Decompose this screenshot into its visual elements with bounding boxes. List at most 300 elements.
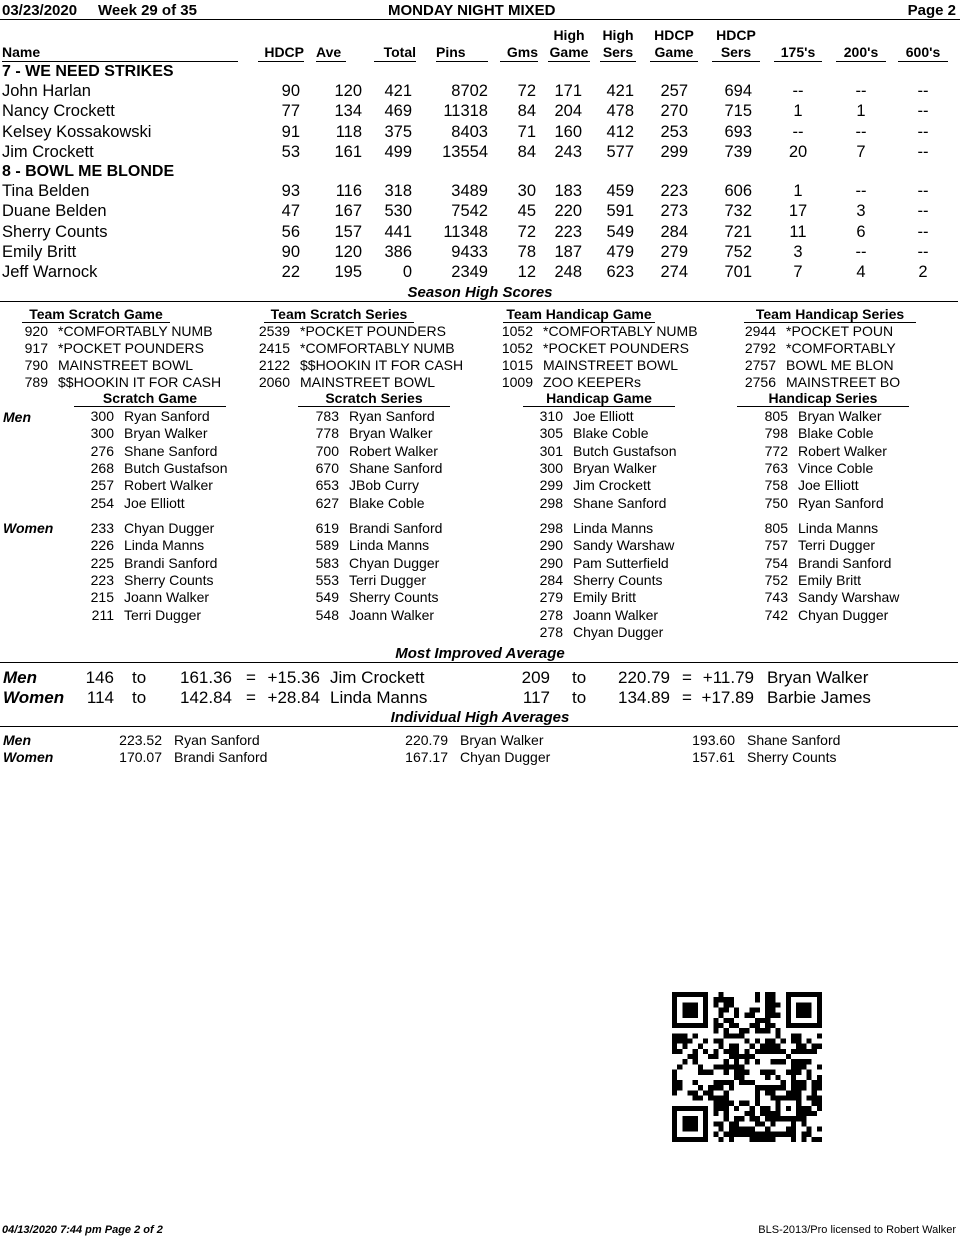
bowler-name: Shane Sanford (349, 459, 443, 476)
men-high-row (306, 408, 526, 425)
score: 284 (539, 571, 563, 588)
team-high-row (258, 357, 480, 374)
player-total: 386 (384, 242, 412, 261)
score: 789 (24, 374, 48, 390)
bowler-name: Sherry Counts (349, 589, 439, 606)
footer-timestamp: 04/13/2020 7:44 pm Page 2 of 2 (2, 1224, 163, 1236)
player-ave: 116 (335, 182, 362, 200)
men-high-row (306, 460, 526, 477)
player-hdcp-game: 257 (660, 82, 688, 100)
women-high-row (531, 589, 751, 606)
player-hdcp-game: 299 (660, 142, 688, 161)
footer-license: BLS-2013/Pro licensed to Robert Walker (758, 1224, 956, 1236)
player-200s: 7 (856, 142, 866, 161)
score: 268 (90, 459, 114, 476)
player-hdcp-sers: 606 (724, 182, 752, 200)
bowler-name: Joe Elliott (124, 494, 185, 511)
to-average: 220.79 (618, 668, 670, 687)
women-label: Women (3, 520, 54, 536)
player-pins: 9433 (451, 242, 488, 261)
score: 778 (315, 425, 339, 442)
player-high-sers: 623 (606, 263, 634, 282)
improvement-value: +28.84 (267, 688, 320, 707)
bowler-name: Chyan Dugger (460, 749, 551, 765)
player-high-game: 187 (554, 242, 582, 261)
page-label: Page 2 (907, 2, 956, 19)
women-high-row (82, 589, 302, 606)
bowler-name: Shane Sanford (573, 494, 667, 511)
player-row (0, 82, 960, 102)
player-200s: -- (855, 242, 867, 261)
score: 279 (539, 589, 563, 606)
player-175s: 7 (793, 263, 803, 282)
indiv-high-title: Scratch Series (298, 390, 450, 407)
team-name: *POCKET POUNDERS (58, 340, 204, 356)
bowler-name: Linda Manns (124, 537, 205, 554)
team-high-title: Team Handicap Game (503, 306, 655, 323)
player-200s: 4 (856, 263, 866, 282)
bowler-name: Joe Elliott (573, 408, 634, 424)
player-175s: 20 (788, 142, 808, 161)
player-600s: 2 (918, 263, 928, 282)
player-pins: 8403 (451, 122, 488, 141)
col-pins: Pins (436, 44, 488, 62)
score: 2415 (258, 340, 290, 356)
col-200s: 200's (836, 44, 886, 62)
player-hdcp: 56 (281, 222, 300, 241)
player-total: 318 (384, 182, 412, 200)
bowler-name: Robert Walker (124, 477, 213, 494)
player-600s: -- (917, 182, 929, 200)
player-hdcp: 93 (281, 182, 300, 200)
player-total: 441 (384, 222, 412, 241)
player-high-game: 183 (554, 182, 582, 200)
women-high-row (756, 589, 960, 606)
score: 276 (90, 442, 114, 459)
average-value: 220.79 (405, 732, 448, 748)
player-total: 469 (384, 102, 412, 121)
player-gms: 72 (517, 82, 536, 100)
player-ave: 157 (334, 222, 362, 241)
improved-bowler: Bryan Walker (767, 668, 869, 687)
women-high-row (306, 520, 526, 537)
team-high-row (497, 374, 723, 391)
to-average: 134.89 (618, 688, 670, 707)
team-name: *COMFORTABLY NUMB (58, 323, 213, 339)
team-high-row (18, 357, 238, 374)
player-200s: -- (855, 182, 867, 200)
women-high-row (756, 555, 960, 572)
improved-bowler: Jim Crockett (330, 668, 425, 687)
team-name: 8 - BOWL ME BLONDE (2, 163, 175, 180)
score: 805 (764, 520, 788, 536)
player-175s: 3 (793, 242, 803, 261)
col-hdcp: HDCP (258, 44, 304, 62)
bowler-name: Sandy Warshaw (573, 537, 675, 554)
player-row (0, 263, 960, 283)
bowler-name: Butch Gustafson (124, 459, 228, 476)
player-row (0, 223, 960, 243)
women-high-row (531, 572, 751, 589)
week-label: Week 29 of 35 (98, 2, 197, 19)
player-hdcp-game: 284 (660, 222, 688, 241)
player-200s: -- (855, 82, 867, 100)
bowler-name: Chyan Dugger (573, 623, 664, 640)
average-value: 170.07 (119, 749, 162, 765)
player-gms: 71 (517, 122, 536, 141)
bowler-name: Sherry Counts (747, 749, 837, 765)
bowler-name: Sandy Warshaw (798, 589, 900, 606)
average-value: 167.17 (405, 749, 448, 765)
score: 2539 (258, 323, 290, 339)
team-high-row (497, 340, 723, 357)
bowler-name: Ryan Sanford (798, 494, 884, 511)
player-600s: -- (917, 202, 929, 221)
score: 298 (539, 494, 563, 511)
player-hdcp-sers: 752 (724, 242, 752, 261)
score: 305 (539, 425, 563, 442)
player-hdcp: 22 (281, 263, 300, 282)
player-high-sers: 591 (606, 202, 634, 221)
bowler-name: Shane Sanford (747, 732, 841, 748)
player-ave: 161 (334, 142, 362, 161)
score: 549 (315, 589, 339, 606)
bowler-name: Chyan Dugger (124, 520, 215, 536)
team-name: $$HOOKIN IT FOR CASH (58, 374, 222, 390)
score: 300 (539, 459, 563, 476)
men-high-row (756, 495, 960, 512)
average-gender-label: Women (3, 749, 54, 765)
score: 627 (315, 494, 339, 511)
player-high-game: 171 (554, 82, 582, 100)
player-ave: 167 (334, 202, 362, 221)
team-name: BOWL ME BLON (786, 357, 894, 373)
player-row (0, 102, 960, 122)
player-high-sers: 421 (606, 82, 634, 100)
player-hdcp: 47 (281, 202, 300, 221)
player-200s: 3 (856, 202, 866, 221)
average-gender-label: Men (3, 732, 31, 748)
women-high-row (82, 555, 302, 572)
team-high-row (738, 323, 960, 340)
bowler-name: Joann Walker (349, 606, 435, 623)
score: 211 (91, 606, 114, 623)
league-title: MONDAY NIGHT MIXED (388, 2, 556, 19)
player-gms: 12 (517, 263, 536, 282)
team-name: $$HOOKIN IT FOR CASH (300, 357, 464, 373)
team-name: ZOO KEEPERs (543, 374, 642, 390)
team-high-row (18, 374, 238, 391)
men-high-row (756, 460, 960, 477)
men-high-row (82, 460, 302, 477)
bowler-name: Chyan Dugger (349, 554, 440, 571)
score: 798 (764, 425, 788, 442)
player-hdcp-sers: 715 (724, 102, 752, 121)
player-pins: 3489 (451, 182, 488, 200)
player-name: Tina Belden (2, 182, 90, 200)
score: 805 (764, 408, 788, 424)
bowler-name: Butch Gustafson (573, 442, 677, 459)
player-total: 0 (402, 263, 412, 282)
average-value: 223.52 (119, 732, 162, 748)
team-name: *COMFORTABLY NUMB (543, 323, 698, 339)
player-pins: 11318 (443, 102, 488, 121)
bowler-name: Shane Sanford (124, 442, 218, 459)
bowler-name: Terri Dugger (349, 571, 427, 588)
team-high-row (18, 323, 238, 340)
high-averages-title: Individual High Averages (390, 709, 570, 726)
player-200s: -- (855, 122, 867, 141)
from-average: 117 (522, 688, 550, 707)
bowler-name: JBob Curry (349, 477, 420, 494)
score: 754 (764, 554, 788, 571)
player-hdcp: 90 (281, 242, 300, 261)
score: 2792 (744, 340, 776, 356)
player-high-sers: 577 (606, 142, 634, 161)
bowler-name: Brandi Sanford (174, 749, 268, 765)
to-word: to (132, 688, 147, 707)
player-pins: 11348 (443, 222, 488, 241)
player-row (0, 202, 960, 222)
men-high-row (756, 425, 960, 442)
player-hdcp-sers: 739 (724, 142, 752, 161)
men-high-row (82, 443, 302, 460)
player-name: Nancy Crockett (2, 102, 115, 121)
improved-bowler: Barbie James (767, 688, 871, 707)
bowler-name: Bryan Walker (460, 732, 544, 748)
score: 790 (24, 357, 48, 373)
player-pins: 13554 (442, 142, 488, 161)
bowler-name: Robert Walker (349, 442, 438, 459)
team-name: MAINSTREET BOWL (543, 357, 679, 373)
average-value: 157.61 (692, 749, 735, 765)
score: 215 (90, 589, 114, 606)
player-gms: 78 (517, 242, 536, 261)
bowler-name: Joe Elliott (798, 477, 859, 494)
score: 742 (764, 606, 788, 623)
team-high-row (497, 323, 723, 340)
women-high-row (756, 520, 960, 537)
score: 257 (90, 477, 114, 494)
score: 783 (315, 408, 339, 424)
men-high-row (531, 408, 751, 425)
improvement-value: +11.79 (702, 668, 754, 687)
team-high-title: Team Scratch Game (22, 306, 170, 323)
player-gms: 84 (517, 142, 536, 161)
men-high-row (531, 477, 751, 494)
player-ave: 195 (334, 263, 362, 282)
player-175s: -- (792, 82, 804, 100)
women-high-row (756, 607, 960, 624)
men-high-row (306, 495, 526, 512)
player-row (0, 123, 960, 143)
player-ave: 120 (334, 82, 362, 100)
men-high-row (531, 460, 751, 477)
to-average: 142.84 (180, 688, 232, 707)
player-ave: 134 (334, 102, 362, 121)
men-high-row (531, 443, 751, 460)
team-name: *POCKET POUNDERS (543, 340, 689, 356)
qr-code (672, 992, 822, 1142)
col-high-sers: High Sers (600, 27, 636, 62)
team-name: MAINSTREET BOWL (300, 374, 436, 390)
women-high-row (531, 520, 751, 537)
team-high-title: Team Handicap Series (744, 306, 916, 323)
score: 752 (764, 571, 788, 588)
bowler-name: Chyan Dugger (798, 606, 889, 623)
player-hdcp-game: 270 (660, 102, 688, 121)
team-high-row (738, 357, 960, 374)
player-600s: -- (917, 82, 929, 100)
from-average: 114 (86, 688, 114, 707)
bowler-name: Ryan Sanford (349, 408, 435, 424)
score: 226 (90, 537, 114, 554)
improved-gender-label: Men (3, 668, 37, 687)
women-high-row (756, 537, 960, 554)
men-high-row (531, 495, 751, 512)
section-rule (0, 726, 958, 727)
bowler-name: Joann Walker (124, 589, 210, 606)
score: 290 (539, 554, 563, 571)
player-600s: -- (917, 242, 929, 261)
score: 301 (539, 442, 563, 459)
bowler-name: Brandi Sanford (124, 554, 218, 571)
score: 225 (90, 554, 114, 571)
player-600s: -- (917, 122, 929, 141)
team-high-row (738, 340, 960, 357)
team-name: *COMFORTABLY (786, 340, 896, 356)
men-high-row (531, 425, 751, 442)
men-high-row (306, 425, 526, 442)
player-high-sers: 479 (606, 242, 634, 261)
player-175s: -- (792, 122, 804, 141)
score: 254 (90, 494, 114, 511)
player-high-game: 243 (554, 142, 582, 161)
to-word: to (132, 668, 147, 687)
women-high-row (531, 537, 751, 554)
indiv-high-title: Scratch Game (74, 390, 226, 407)
team-high-title: Team Scratch Series (264, 306, 414, 323)
player-175s: 17 (788, 202, 808, 221)
player-pins: 2349 (451, 263, 488, 282)
header-rule (0, 19, 960, 20)
player-hdcp-game: 279 (660, 242, 688, 261)
player-high-game: 204 (554, 102, 582, 121)
score: 670 (315, 459, 339, 476)
player-high-game: 160 (554, 122, 582, 141)
men-high-row (82, 408, 302, 425)
report-date: 03/23/2020 (2, 2, 78, 19)
bowler-name: Joann Walker (573, 606, 659, 623)
player-high-sers: 549 (606, 222, 634, 241)
men-high-row (756, 443, 960, 460)
equals-sign: = (682, 688, 692, 707)
score: 920 (24, 323, 48, 339)
women-high-row (306, 607, 526, 624)
player-600s: -- (917, 222, 929, 241)
player-total: 421 (384, 82, 412, 100)
men-high-row (756, 408, 960, 425)
team-name: MAINSTREET BO (786, 374, 901, 390)
player-total: 375 (384, 122, 412, 141)
score: 2060 (258, 374, 290, 390)
team-high-row (738, 374, 960, 391)
player-175s: 1 (793, 182, 803, 200)
player-hdcp: 90 (281, 82, 300, 100)
bowler-name: Sherry Counts (573, 571, 663, 588)
men-high-row (306, 477, 526, 494)
score: 233 (90, 520, 114, 536)
score: 763 (764, 459, 788, 476)
player-200s: 6 (856, 222, 866, 241)
score: 772 (764, 442, 788, 459)
player-ave: 118 (335, 122, 362, 141)
player-hdcp-sers: 732 (724, 202, 752, 221)
score: 589 (315, 537, 339, 554)
men-high-row (82, 477, 302, 494)
player-high-game: 220 (554, 202, 582, 221)
section-rule (0, 662, 958, 663)
player-200s: 1 (856, 102, 866, 121)
score: 619 (315, 520, 339, 536)
to-word: to (572, 668, 587, 687)
team-high-row (258, 323, 480, 340)
women-high-row (306, 589, 526, 606)
bowler-name: Bryan Walker (124, 425, 208, 442)
indiv-high-title: Handicap Game (523, 390, 675, 407)
bowler-name: Ryan Sanford (124, 408, 210, 424)
women-high-row (756, 572, 960, 589)
player-pins: 7542 (451, 202, 488, 221)
average-value: 193.60 (692, 732, 735, 748)
player-row (0, 243, 960, 263)
player-name: Jeff Warnock (2, 263, 98, 282)
women-high-row (531, 607, 751, 624)
col-hdcp-game: HDCP Game (650, 27, 698, 62)
improved-gender-label: Women (3, 688, 65, 707)
player-hdcp-game: 273 (660, 202, 688, 221)
score: 310 (539, 408, 563, 424)
score: 548 (315, 606, 339, 623)
player-high-sers: 412 (606, 122, 634, 141)
col-high-game: High Game (549, 27, 589, 60)
from-average: 209 (521, 668, 550, 687)
improvement-value: +17.89 (701, 688, 754, 707)
bowler-name: Jim Crockett (573, 477, 651, 494)
player-name: Sherry Counts (2, 222, 108, 241)
bowler-name: Ryan Sanford (174, 732, 260, 748)
player-175s: 1 (793, 102, 803, 121)
player-ave: 120 (334, 242, 362, 261)
score: 1052 (501, 323, 533, 339)
team-high-row (18, 340, 238, 357)
col-name: Name (2, 44, 238, 62)
player-600s: -- (917, 102, 929, 121)
score: 2122 (258, 357, 290, 373)
score: 917 (24, 340, 48, 356)
equals-sign: = (246, 668, 256, 687)
women-high-row (82, 520, 302, 537)
player-gms: 84 (517, 102, 536, 121)
women-high-row (306, 555, 526, 572)
team-name: 7 - WE NEED STRIKES (2, 63, 174, 80)
bowler-name: Emily Britt (573, 589, 636, 606)
col-hdcp-sers: HDCP Sers (712, 27, 760, 62)
women-high-row (306, 572, 526, 589)
score: 750 (764, 494, 788, 511)
bowler-name: Bryan Walker (349, 425, 433, 442)
bowler-name: Blake Coble (349, 494, 425, 511)
